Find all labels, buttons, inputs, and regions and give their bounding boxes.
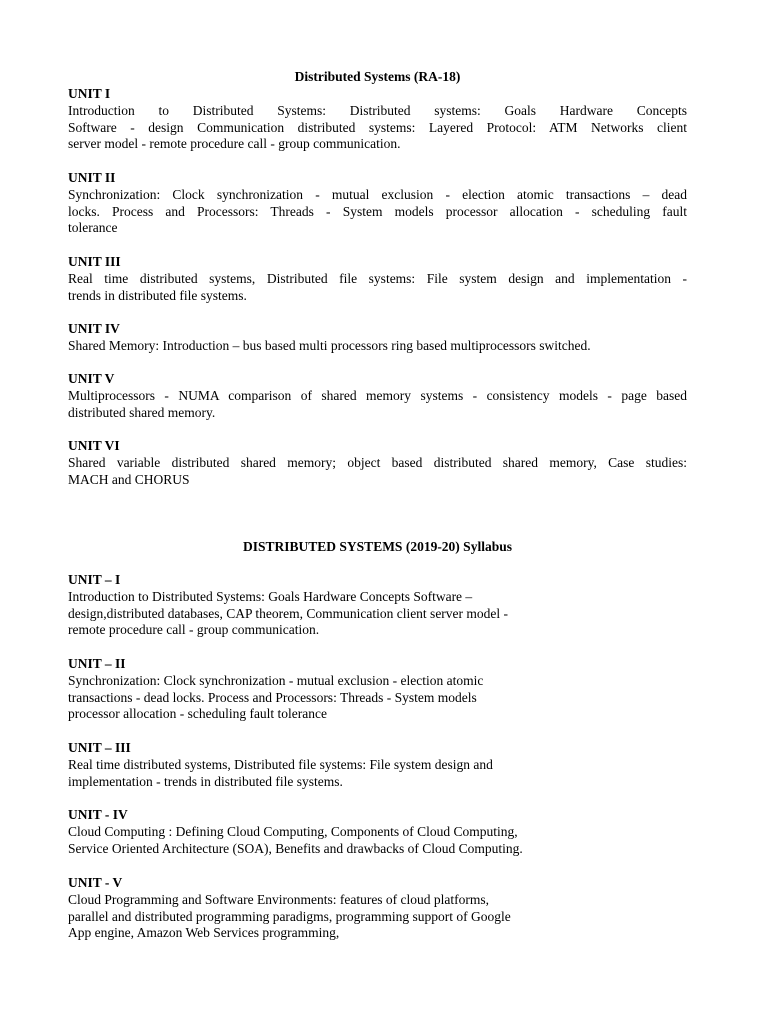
unit-heading: UNIT I <box>68 86 111 101</box>
text-line: parallel and distributed programming paradigms, programming support of Google <box>68 908 511 924</box>
unit-description <box>68 589 588 639</box>
text-line: Synchronization: Clock synchronization - mutual exclusion - election atomic <box>68 673 484 688</box>
unit-description <box>68 757 588 790</box>
text-line: tolerance <box>68 220 118 236</box>
text-line: implementation - trends in distributed file systems. <box>68 773 343 789</box>
text-line: Real time distributed systems, Distributed file systems: File system design and implementation - <box>68 271 687 286</box>
unit-heading: UNIT – II <box>68 656 126 671</box>
text-line: Real time distributed systems, Distributed file systems: File system design and <box>68 757 493 772</box>
unit-description <box>68 187 687 237</box>
unit-description <box>68 271 687 304</box>
text-line: Synchronization: Clock synchronization - mutual exclusion - election atomic transactions – dead <box>68 187 687 202</box>
unit-description <box>68 338 687 355</box>
text-line: Shared variable distributed shared memory; object based distributed shared memory, Case studies: <box>68 455 687 470</box>
text-line: transactions - dead locks. Process and Processors: Threads - System models <box>68 689 477 705</box>
unit-description <box>68 388 687 421</box>
unit-heading: UNIT IV <box>68 321 120 336</box>
unit-heading: UNIT – III <box>68 740 131 755</box>
text-line: Introduction to Distributed Systems: Distributed systems: Goals Hardware Concepts <box>68 103 687 118</box>
text-line: App engine, Amazon Web Services programming, <box>68 925 340 941</box>
section-title-2019-20: DISTRIBUTED SYSTEMS (2019-20) Syllabus <box>243 539 512 554</box>
text-line: Introduction to Distributed Systems: Goals Hardware Concepts Software – <box>68 589 473 604</box>
text-line: server model - remote procedure call - group communication. <box>68 136 401 152</box>
unit-description <box>68 455 687 488</box>
text-line: Shared Memory: Introduction – bus based multi processors ring based multiprocessors switched. <box>68 338 591 353</box>
text-line: processor allocation - scheduling fault tolerance <box>68 706 328 722</box>
unit-description <box>68 892 588 942</box>
text-line: Multiprocessors - NUMA comparison of shared memory systems - consistency models - page based <box>68 388 687 403</box>
text-line: trends in distributed file systems. <box>68 287 247 303</box>
unit-heading: UNIT VI <box>68 438 120 453</box>
unit-heading: UNIT – I <box>68 572 121 587</box>
unit-description <box>68 673 588 723</box>
text-line: Software - design Communication distributed systems: Layered Protocol: ATM Networks client <box>68 119 687 135</box>
text-line: locks. Process and Processors: Threads - System models processor allocation - scheduling fault <box>68 203 687 219</box>
unit-description <box>68 103 687 153</box>
unit-heading: UNIT - V <box>68 875 123 890</box>
text-line: design,distributed databases, CAP theorem, Communication client server model - <box>68 605 509 621</box>
section-title-ra18: Distributed Systems (RA-18) <box>294 69 461 84</box>
unit-heading: UNIT V <box>68 371 115 386</box>
text-line: Cloud Programming and Software Environments: features of cloud platforms, <box>68 892 490 907</box>
text-line: distributed shared memory. <box>68 404 216 420</box>
text-line: Cloud Computing : Defining Cloud Computing, Components of Cloud Computing, <box>68 824 518 839</box>
unit-heading: UNIT II <box>68 170 116 185</box>
text-line: remote procedure call - group communication. <box>68 622 320 638</box>
unit-heading: UNIT - IV <box>68 807 128 822</box>
unit-description <box>68 824 588 857</box>
unit-heading: UNIT III <box>68 254 121 269</box>
text-line: MACH and CHORUS <box>68 471 190 487</box>
text-line: Service Oriented Architecture (SOA), Benefits and drawbacks of Cloud Computing. <box>68 840 523 856</box>
